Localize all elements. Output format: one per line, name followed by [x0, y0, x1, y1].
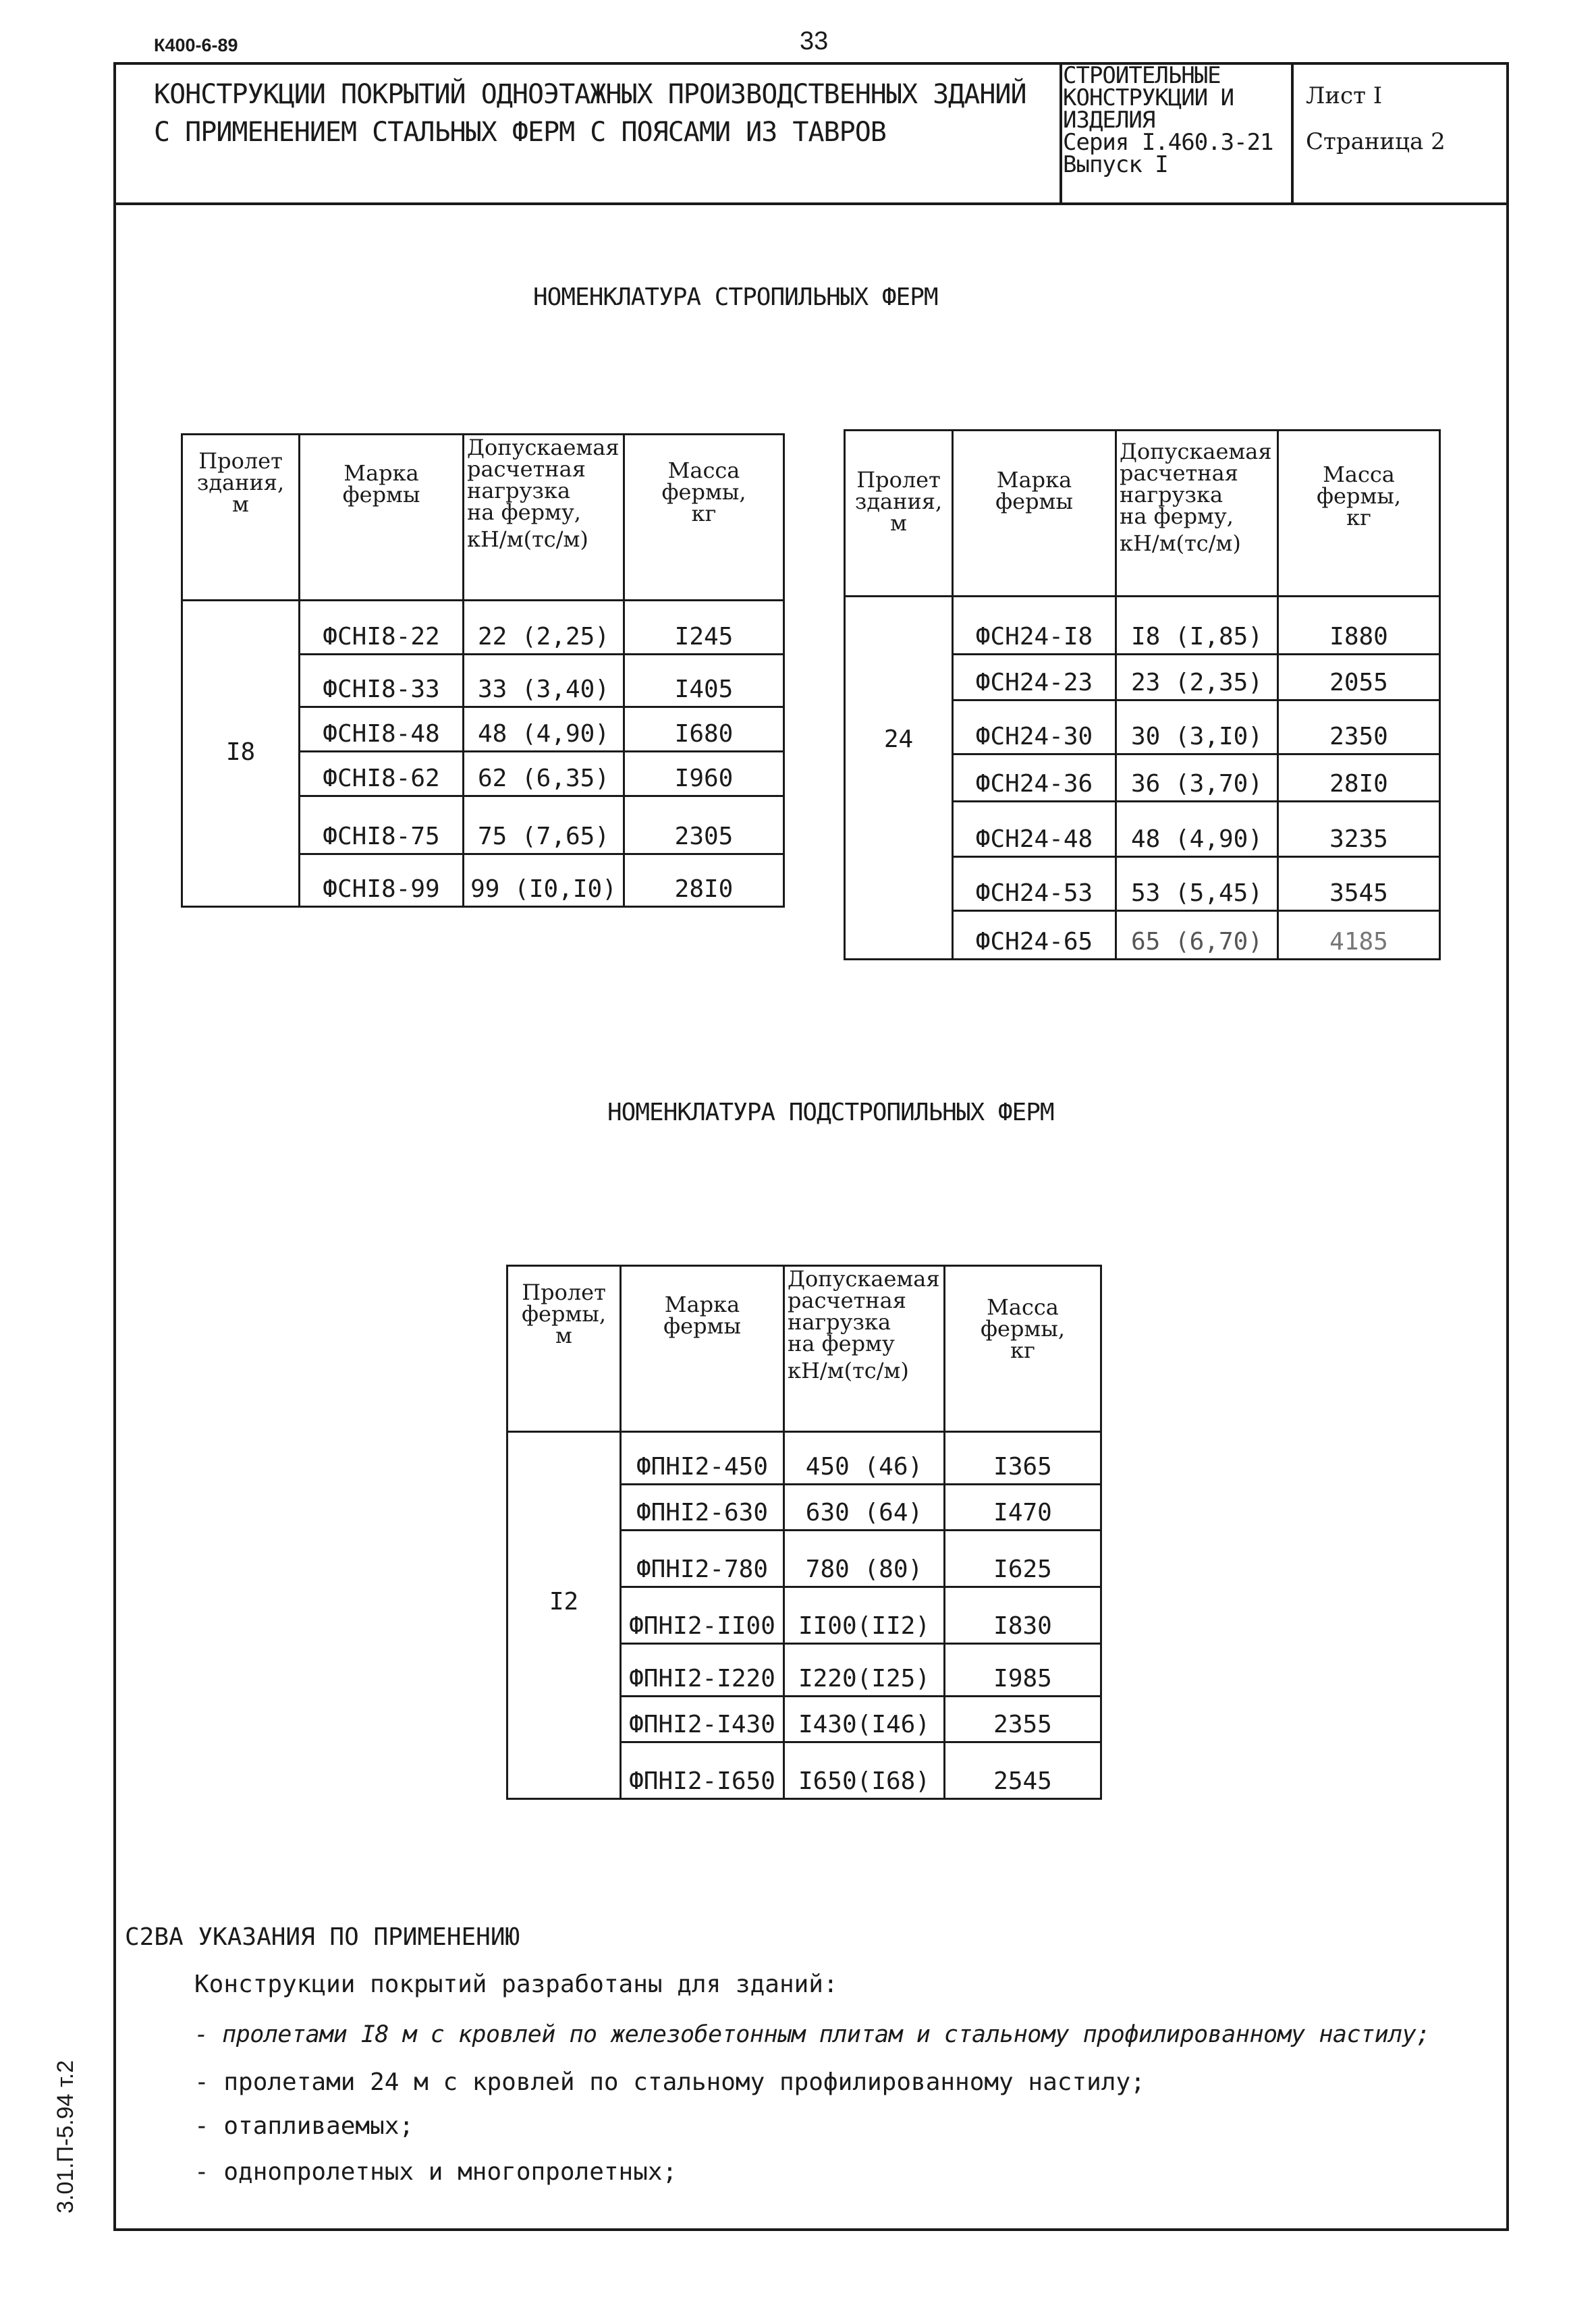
mark-cell: ФСНI8-33	[300, 655, 464, 707]
mass-cell: 2545	[945, 1742, 1101, 1799]
notes-line: - пролетами 24 м с кровлей по стальному профилированному настилу;	[194, 2068, 1145, 2096]
series-block	[1063, 62, 1290, 178]
load-cell: I430(I46)	[784, 1697, 945, 1742]
mark-cell: ФСН24-23	[953, 655, 1116, 700]
mark-cell: ФСН24-I8	[953, 597, 1116, 655]
load-cell: 62 (6,35)	[464, 752, 624, 796]
col-header-mark: Марка фермы	[621, 1266, 784, 1432]
col-header-span: Пролет здания, м	[845, 431, 953, 597]
truss-table-18	[181, 433, 785, 908]
mark-cell: ФСНI8-48	[300, 707, 464, 752]
subtruss-table	[506, 1265, 1102, 1800]
col-header-load: Допускаемая расчетная нагрузка на ферму, кН/м(тс/м)	[464, 435, 624, 601]
mass-cell: 2355	[945, 1697, 1101, 1742]
series-line: Выпуск I	[1063, 151, 1168, 178]
mark-cell: ФСН24-65	[953, 911, 1116, 960]
notes-line: - однопролетных и многопролетных;	[194, 2158, 678, 2186]
table-row	[182, 601, 784, 655]
mass-cell: 4185	[1278, 911, 1440, 960]
col-header-mass: Масса фермы, кг	[945, 1266, 1101, 1432]
col-header-span: Пролет здания, м	[182, 435, 300, 601]
mass-cell: I680	[624, 707, 784, 752]
load-cell: 99 (I0,I0)	[464, 854, 624, 907]
mark-cell: ФПНI2-780	[621, 1531, 784, 1587]
mass-cell: 2055	[1278, 655, 1440, 700]
notes-line: - пролетами I8 м с кровлей по железобетонным плитам и стальному профилированному настилу;	[194, 2021, 1430, 2048]
mark-cell: ФСНI8-75	[300, 796, 464, 854]
document-code: К400-6-89	[154, 35, 238, 55]
sheet-block	[1306, 73, 1446, 165]
mass-cell: I365	[945, 1432, 1101, 1485]
load-cell: II00(II2)	[784, 1587, 945, 1644]
series-line: Серия I.460.3-21	[1063, 129, 1273, 156]
col-header-load: Допускаемая расчетная нагрузка на ферму, кН/м(тс/м)	[1116, 431, 1278, 597]
col-header-mark: Марка фермы	[953, 431, 1116, 597]
mark-cell: ФСН24-30	[953, 700, 1116, 754]
title-block-divider	[113, 202, 1509, 205]
mass-cell: I880	[1278, 597, 1440, 655]
document-title	[154, 76, 1045, 151]
load-cell: 630 (64)	[784, 1485, 945, 1531]
load-cell: I8 (I,85)	[1116, 597, 1278, 655]
load-cell: 33 (3,40)	[464, 655, 624, 707]
mass-cell: 28I0	[1278, 754, 1440, 802]
table-header-row	[845, 431, 1440, 597]
mass-cell: I470	[945, 1485, 1101, 1531]
notes-line: - отапливаемых;	[194, 2112, 414, 2140]
page-frame	[113, 62, 1509, 2231]
mark-cell: ФСН24-48	[953, 802, 1116, 857]
load-cell: 48 (4,90)	[464, 707, 624, 752]
load-cell: I220(I25)	[784, 1644, 945, 1697]
truss-table-24	[844, 429, 1441, 960]
mark-cell: ФСНI8-99	[300, 854, 464, 907]
mass-cell: I405	[624, 655, 784, 707]
mass-cell: I625	[945, 1531, 1101, 1587]
mass-cell: I830	[945, 1587, 1101, 1644]
load-cell: 780 (80)	[784, 1531, 945, 1587]
title-block-divider	[1291, 62, 1294, 204]
mark-cell: ФПНI2-II00	[621, 1587, 784, 1644]
mark-cell: ФСН24-53	[953, 857, 1116, 911]
series-line: КОНСТРУКЦИИ И	[1063, 84, 1234, 111]
mark-cell: ФСНI8-22	[300, 601, 464, 655]
mass-cell: I985	[945, 1644, 1101, 1697]
load-cell: 450 (46)	[784, 1432, 945, 1485]
col-header-mass: Масса фермы, кг	[624, 435, 784, 601]
table-header-row	[182, 435, 784, 601]
mark-cell: ФПНI2-I650	[621, 1742, 784, 1799]
notes-line: Конструкции покрытий разработаны для зданий:	[194, 1971, 838, 1998]
title-block-divider	[1060, 62, 1062, 204]
mass-cell: I960	[624, 752, 784, 796]
mark-cell: ФПНI2-630	[621, 1485, 784, 1531]
table-row	[507, 1432, 1101, 1485]
span-cell: I2	[507, 1432, 621, 1799]
col-header-load: Допускаемая расчетная нагрузка на ферму кН/м(тс/м)	[784, 1266, 945, 1432]
mark-cell: ФСНI8-62	[300, 752, 464, 796]
col-header-mass: Масса фермы, кг	[1278, 431, 1440, 597]
table-header-row	[507, 1266, 1101, 1432]
page-number: 33	[800, 27, 829, 55]
document-title-line: С ПРИМЕНЕНИЕМ СТАЛЬНЫХ ФЕРМ С ПОЯСАМИ ИЗ ТАВРОВ	[154, 117, 886, 148]
truss-section-title: НОМЕНКЛАТУРА СТРОПИЛЬНЫХ ФЕРМ	[533, 283, 938, 311]
load-cell: 75 (7,65)	[464, 796, 624, 854]
load-cell: 48 (4,90)	[1116, 802, 1278, 857]
load-cell: 53 (5,45)	[1116, 857, 1278, 911]
mass-cell: 2350	[1278, 700, 1440, 754]
load-cell: 65 (6,70)	[1116, 911, 1278, 960]
page-label: Страница 2	[1306, 128, 1446, 155]
mark-cell: ФСН24-36	[953, 754, 1116, 802]
table-row	[845, 597, 1440, 655]
span-cell: 24	[845, 597, 953, 960]
series-line: СТРОИТЕЛЬНЫЕ	[1063, 62, 1221, 89]
mark-cell: ФПНI2-450	[621, 1432, 784, 1485]
side-document-code: 3.01.П-5.94 т.2	[53, 2060, 78, 2213]
mass-cell: 3235	[1278, 802, 1440, 857]
subtruss-section-title: НОМЕНКЛАТУРА ПОДСТРОПИЛЬНЫХ ФЕРМ	[607, 1099, 1054, 1126]
col-header-span: Пролет фермы, м	[507, 1266, 621, 1432]
sheet-label: Лист I	[1306, 82, 1383, 109]
mass-cell: 2305	[624, 796, 784, 854]
series-line: ИЗДЕЛИЯ	[1063, 107, 1155, 134]
mass-cell: 3545	[1278, 857, 1440, 911]
document-title-line: КОНСТРУКЦИИ ПОКРЫТИЙ ОДНОЭТАЖНЫХ ПРОИЗВОДСТВЕННЫХ ЗДАНИЙ	[154, 79, 1026, 110]
load-cell: 30 (3,I0)	[1116, 700, 1278, 754]
load-cell: 22 (2,25)	[464, 601, 624, 655]
mark-cell: ФПНI2-I220	[621, 1644, 784, 1697]
span-cell: I8	[182, 601, 300, 907]
load-cell: 36 (3,70)	[1116, 754, 1278, 802]
mark-cell: ФПНI2-I430	[621, 1697, 784, 1742]
mass-cell: 28I0	[624, 854, 784, 907]
load-cell: 23 (2,35)	[1116, 655, 1278, 700]
mass-cell: I245	[624, 601, 784, 655]
col-header-mark: Марка фермы	[300, 435, 464, 601]
notes-title: С2ВА УКАЗАНИЯ ПО ПРИМЕНЕНИЮ	[125, 1923, 520, 1951]
load-cell: I650(I68)	[784, 1742, 945, 1799]
